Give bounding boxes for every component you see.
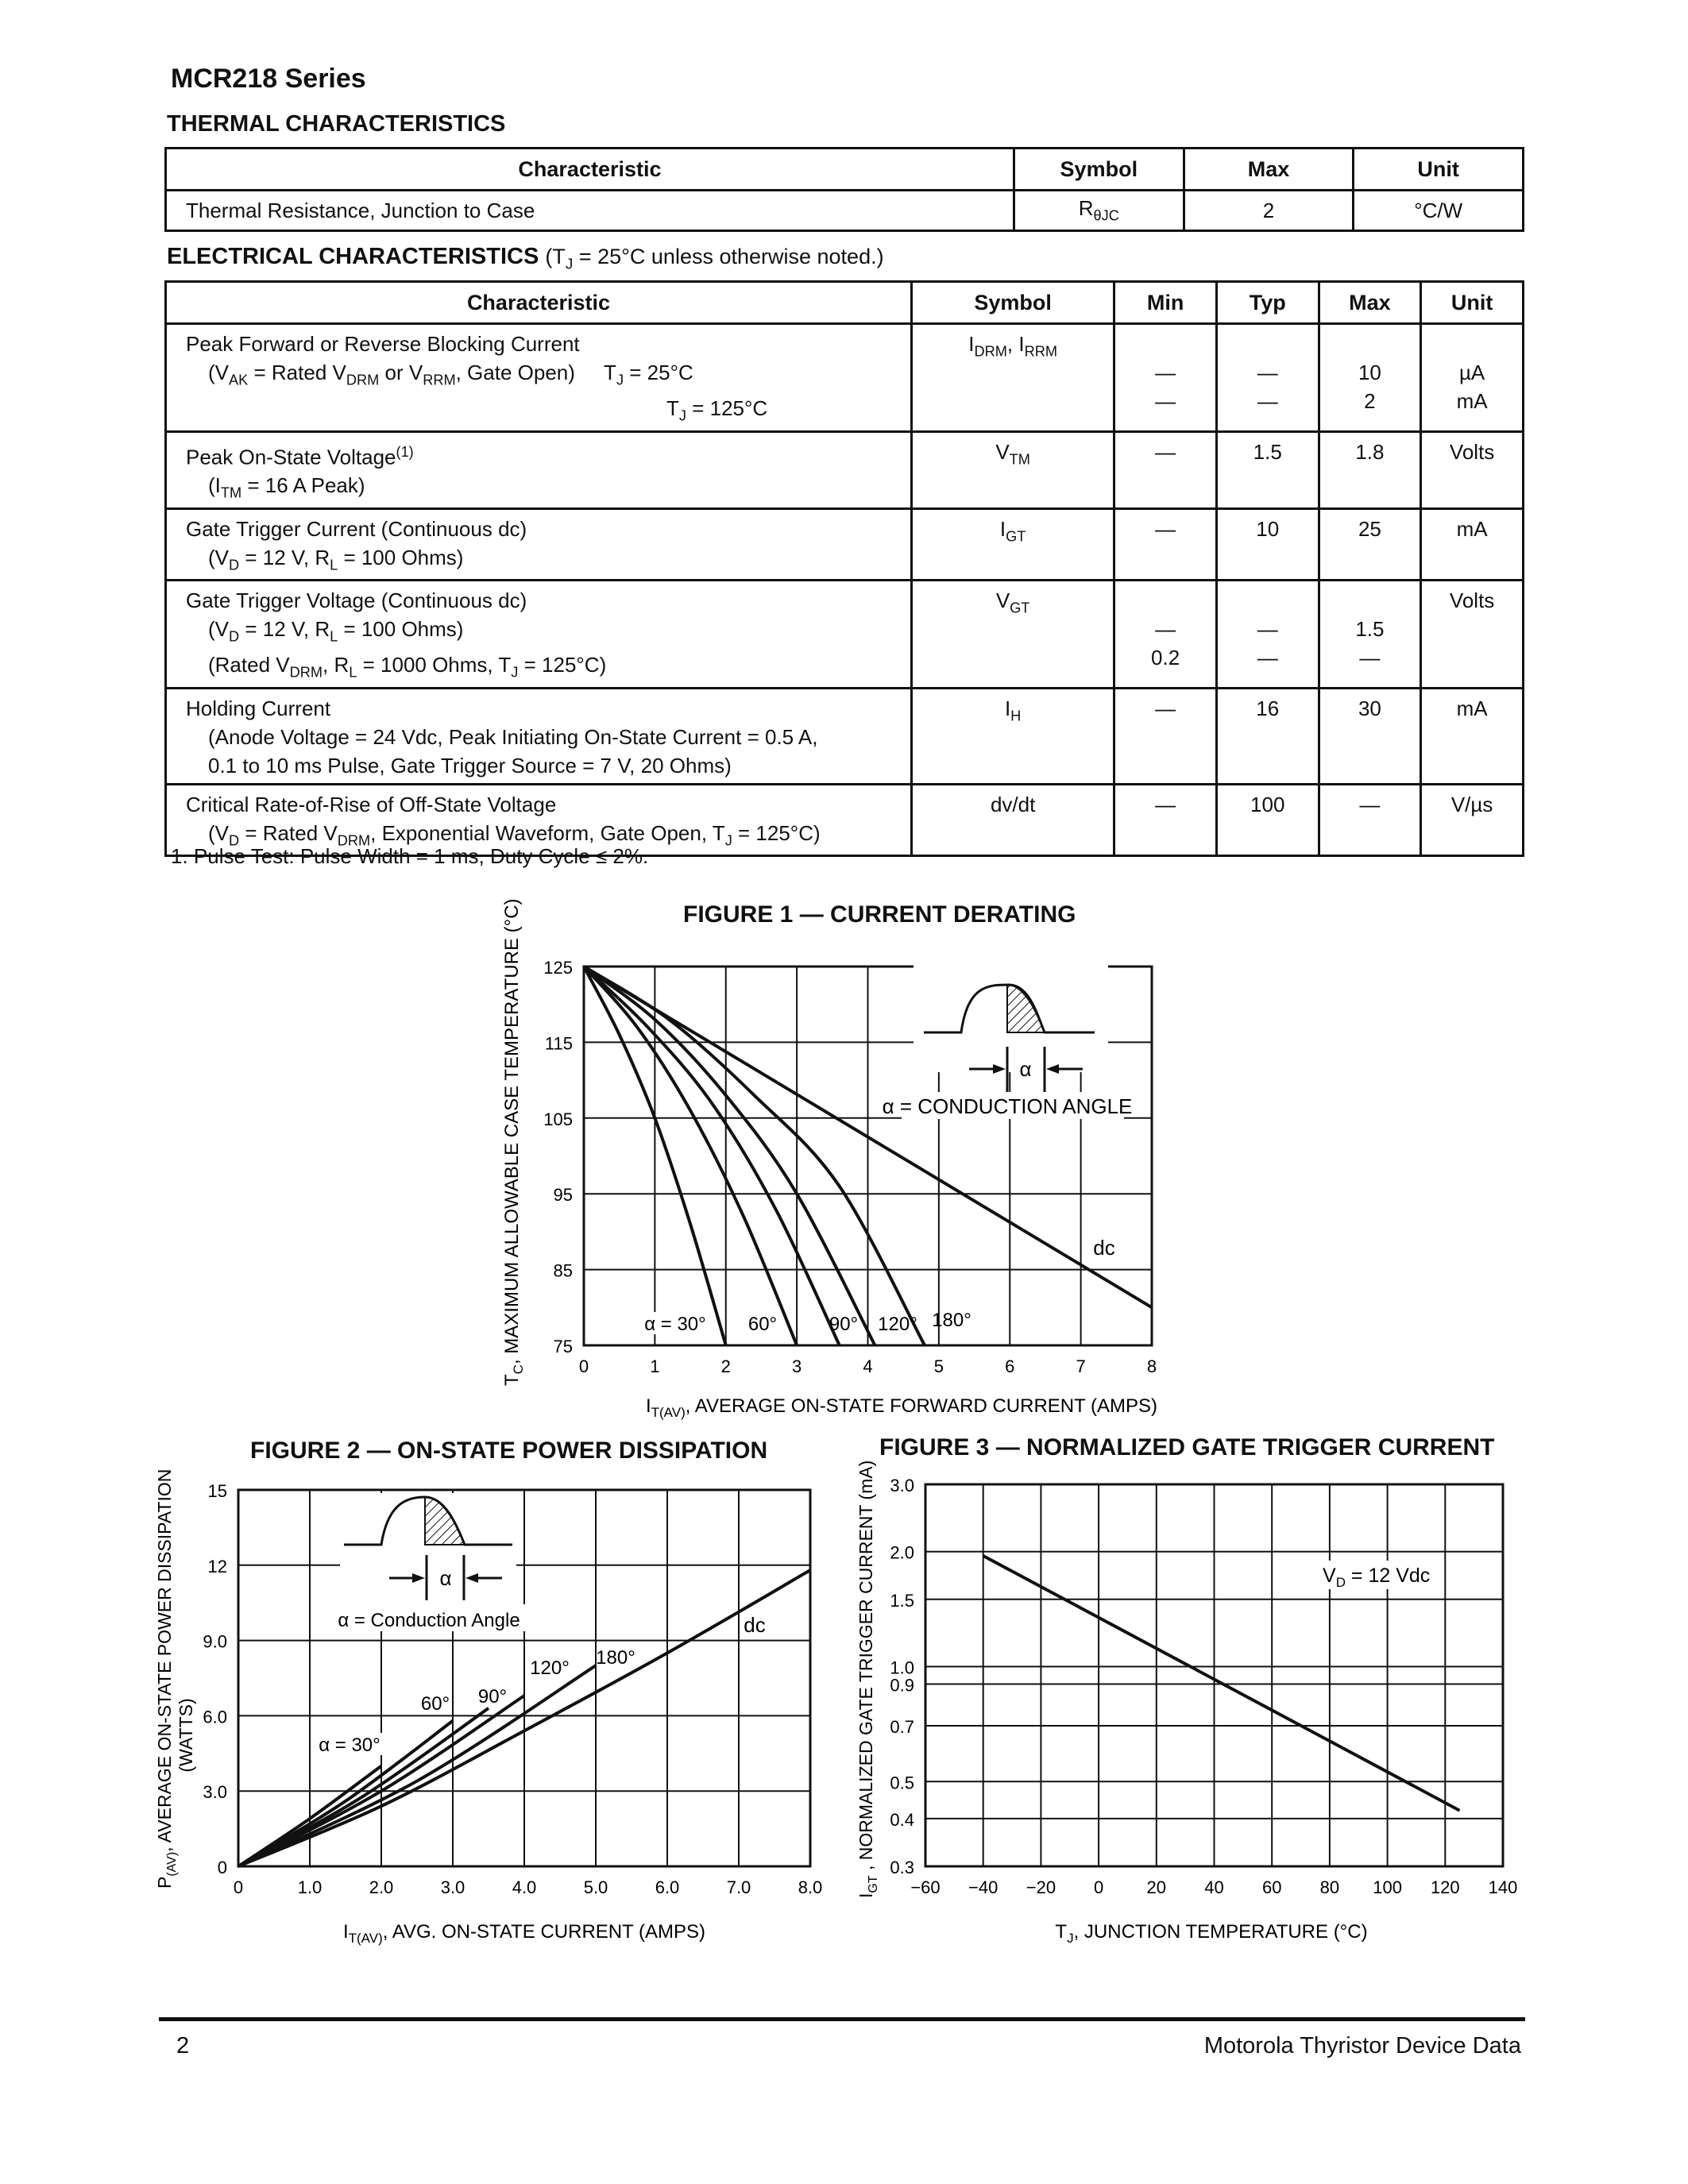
fig1-chart	[501, 898, 1157, 1420]
series-title: MCR218 Series	[171, 64, 366, 94]
vtm-characteristic: Peak On-State Voltage$^{(1)}$ ($I_{TM} = 16$ A Peak)	[166, 431, 912, 508]
fig1-label-dc: dc	[1093, 1236, 1115, 1260]
thermal-section-title: THERMAL CHARACTERISTICS	[167, 111, 506, 137]
fig1-ytick: 125	[543, 958, 573, 978]
fig3-ytick: 3.0	[890, 1476, 914, 1495]
fig2-xtick: 1.0	[297, 1877, 323, 1897]
fig1-ytick: 105	[543, 1109, 573, 1129]
fig1-xtick: 5	[933, 1356, 944, 1376]
fig2-inset-label: α = Conduction Angle	[338, 1610, 520, 1631]
fig3-ytick: 0.5	[890, 1773, 914, 1793]
fig1-ytick: 95	[553, 1185, 573, 1206]
fig3-ytick: 0.9	[890, 1675, 914, 1696]
footer-rule	[159, 2017, 1525, 2021]
electrical-section-title: ELECTRICAL CHARACTERISTICS ($T_J = 25^\circ C$ unless otherwise noted.)	[167, 244, 884, 273]
dvdt-max: —	[1319, 784, 1421, 855]
thermal-symbol: $R_{\theta JC}$	[1014, 191, 1184, 231]
fig1-ytick: 75	[553, 1337, 573, 1356]
fig3-chart	[856, 1461, 1517, 1946]
dvdt-min: —	[1114, 784, 1217, 855]
ih-unit: mA	[1421, 688, 1524, 784]
fig2-label-dc: dc	[744, 1613, 766, 1637]
vgt-characteristic: Gate Trigger Voltage (Continuous dc) ($V_D = 12$ V, $R_L = 100$ Ohms) (Rated $V_{DRM}$, $R_L = 1000$ Ohms, $T_J = 125^\circ C$)	[166, 581, 912, 689]
fig3-xtick: 40	[1204, 1877, 1224, 1897]
fig2-xtick: 0	[233, 1877, 244, 1897]
footer-title: Motorola Thyristor Device Data	[1203, 2033, 1521, 2059]
fig2-xtick: 8.0	[798, 1877, 823, 1897]
fig3-xtick: 20	[1146, 1877, 1167, 1897]
igt-symbol: $I_{GT}$	[911, 508, 1114, 580]
dvdt-characteristic: Critical Rate-of-Rise of Off-State Voltage ($V_D$ = Rated $V_{DRM}$, Exponential Waveform, Gate Open, $T_J = 125^\circ C$)	[166, 784, 912, 855]
fig2-ytick: 3.0	[203, 1782, 227, 1803]
fig3-xtick: −20	[1026, 1877, 1056, 1897]
fig2-ytick: 9.0	[203, 1631, 227, 1652]
elec-header-min: Min	[1114, 282, 1217, 324]
fig1-xtick: 1	[650, 1356, 660, 1376]
vtm-min: —	[1114, 431, 1217, 508]
fig2-ytick: 6.0	[203, 1707, 227, 1727]
fig1-ytick: 85	[553, 1260, 573, 1281]
fig3-xtick: 0	[1093, 1877, 1104, 1897]
fig1-title: FIGURE 1 — CURRENT DERATING	[683, 901, 1076, 928]
dvdt-unit: V/µs	[1421, 784, 1524, 855]
fig2-label-90: 90°	[477, 1686, 508, 1707]
fig1-series-1	[584, 967, 797, 1345]
fig2-xtick: 2.0	[369, 1877, 394, 1897]
fig2-ylabel: $P_{(AV)}$, AVERAGE ON-STATE POWER DISSIPATION	[154, 1468, 179, 1889]
igt-min: —	[1114, 508, 1217, 580]
fig3-xtick: 140	[1488, 1877, 1518, 1897]
blocking-max: 10 2	[1319, 324, 1421, 432]
fig1-xtick: 7	[1076, 1356, 1086, 1376]
fig2-label-180: 180°	[596, 1647, 635, 1669]
thermal-header-max: Max	[1184, 149, 1354, 191]
ih-characteristic: Holding Current (Anode Voltage = 24 Vdc, Peak Initiating On-State Current = 0.5 A, 0.1 to 10 ms Pulse, Gate Trigger Source = 7 V, 20 Ohms)	[166, 688, 912, 784]
fig1-xtick: 6	[1005, 1356, 1015, 1376]
vgt-min: — 0.2	[1114, 581, 1217, 689]
igt-unit: mA	[1421, 508, 1524, 580]
fig2-inset	[337, 1493, 527, 1631]
blocking-min: — —	[1114, 324, 1217, 432]
fig3-xtick: −40	[968, 1877, 999, 1897]
elec-header-characteristic: Characteristic	[166, 282, 912, 324]
fig2-ylabel-units: (WATTS)	[176, 1698, 196, 1773]
fig3-ytick: 1.5	[890, 1590, 914, 1611]
dvdt-typ: 100	[1216, 784, 1319, 855]
thermal-header-unit: Unit	[1354, 149, 1524, 191]
igt-typ: 10	[1216, 508, 1319, 580]
vgt-max: 1.5 —	[1319, 581, 1421, 689]
fig3-title: FIGURE 3 — NORMALIZED GATE TRIGGER CURRENT	[879, 1434, 1495, 1461]
fig1-label-180: 180°	[932, 1310, 971, 1331]
dvdt-symbol: dv/dt	[911, 784, 1114, 855]
blocking-characteristic: Peak Forward or Reverse Blocking Current ($V_{AK}$ = Rated $V_{DRM}$ or $V_{RRM}$, Gate Open) $T_J = 25^\circ C$ $T_J = 125^\circ C$	[166, 324, 912, 432]
fig1-inset	[883, 953, 1133, 1119]
fig2-xtick: 6.0	[655, 1877, 680, 1897]
ih-symbol: $I_H$	[911, 688, 1114, 784]
fig1-ytick: 115	[544, 1033, 573, 1054]
fig1-xlabel: $I_{T(AV)}$, AVERAGE ON-STATE FORWARD CURRENT (AMPS)	[645, 1395, 1158, 1420]
vgt-symbol: $V_{GT}$	[911, 581, 1114, 689]
fig1-label-120: 120°	[878, 1314, 917, 1335]
fig3-xtick: −60	[910, 1877, 941, 1897]
fig3-ytick: 0.7	[890, 1717, 914, 1738]
fig3-xtick: 120	[1430, 1877, 1460, 1897]
thermal-header-symbol: Symbol	[1014, 149, 1184, 191]
fig2-label-60: 60°	[420, 1693, 450, 1715]
fig2-ytick: 12	[207, 1556, 227, 1576]
fig3-xtick: 100	[1373, 1877, 1402, 1897]
blocking-symbol: $I_{DRM}$, $I_{RRM}$	[911, 324, 1114, 432]
blocking-typ: — —	[1216, 324, 1319, 432]
fig3-ytick: 1.0	[890, 1657, 914, 1678]
fig1-xtick: 8	[1146, 1356, 1157, 1376]
ih-typ: 16	[1216, 688, 1319, 784]
fig1-series-2	[584, 967, 840, 1345]
vtm-typ: 1.5	[1216, 431, 1319, 508]
fig1-series-3	[584, 967, 875, 1345]
fig2-chart	[154, 1469, 822, 1946]
vtm-symbol: $V_{TM}$	[911, 431, 1114, 508]
fig2-xtick: 4.0	[512, 1877, 537, 1897]
fig3-ylabel: $I_{GT}$ , NORMALIZED GATE TRIGGER CURRENT (mA)	[856, 1460, 880, 1898]
vgt-typ: — —	[1216, 581, 1319, 689]
elec-header-typ: Typ	[1216, 282, 1319, 324]
fig2-inset-alpha: α	[439, 1566, 452, 1590]
fig1-xtick: 0	[578, 1356, 589, 1376]
elec-header-unit: Unit	[1421, 282, 1524, 324]
page-number: 2	[176, 2033, 190, 2059]
fig1-inset-alpha: α	[1019, 1057, 1032, 1081]
fig2-xtick: 5.0	[583, 1877, 608, 1897]
fig2-xtick: 3.0	[440, 1877, 465, 1897]
fig1-xtick: 4	[863, 1356, 873, 1376]
fig3-xlabel: $T_J$, JUNCTION TEMPERATURE (°C)	[1055, 1921, 1368, 1946]
fig2-title: FIGURE 2 — ON-STATE POWER DISSIPATION	[250, 1437, 768, 1464]
fig1-label-60: 60°	[747, 1314, 778, 1335]
fig1-label-90: 90°	[829, 1314, 859, 1335]
fig1-label-30: α = 30°	[644, 1314, 706, 1335]
elec-header-max: Max	[1319, 282, 1421, 324]
fig2-label-120: 120°	[530, 1657, 570, 1679]
thermal-header-characteristic: Characteristic	[166, 149, 1014, 191]
fig3-ytick: 2.0	[890, 1542, 914, 1563]
igt-characteristic: Gate Trigger Current (Continuous dc) ($V_D = 12$ V, $R_L = 100$ Ohms)	[166, 508, 912, 580]
thermal-unit: °C/W	[1354, 191, 1524, 231]
fig2-ytick: 15	[207, 1481, 227, 1501]
fig3-ytick: 0.4	[890, 1809, 914, 1830]
fig1-xtick: 2	[720, 1356, 731, 1376]
fig2-label-30: α = 30°	[319, 1734, 380, 1756]
elec-header-symbol: Symbol	[911, 282, 1114, 324]
fig1-xtick: 3	[792, 1356, 802, 1376]
fig1-inset-label: α = CONDUCTION ANGLE	[882, 1094, 1133, 1118]
blocking-unit: µA mA	[1421, 324, 1524, 432]
fig3-ytick: 0.3	[890, 1858, 914, 1877]
fig2-xtick: 7.0	[726, 1877, 751, 1897]
fig2-xlabel: $I_{T(AV)}$, AVG. ON-STATE CURRENT (AMPS)	[342, 1921, 706, 1946]
fig2-ytick: 0	[217, 1858, 227, 1877]
vtm-unit: Volts	[1421, 431, 1524, 508]
thermal-characteristic: Thermal Resistance, Junction to Case	[166, 191, 1014, 231]
ih-min: —	[1114, 688, 1217, 784]
igt-max: 25	[1319, 508, 1421, 580]
footnote: 1. Pulse Test: Pulse Width = 1 ms, Duty Cycle ≤ 2%.	[171, 844, 649, 868]
ih-max: 30	[1319, 688, 1421, 784]
fig3-xtick: 60	[1261, 1877, 1282, 1897]
fig3-xtick: 80	[1319, 1877, 1340, 1897]
thermal-max: 2	[1184, 191, 1354, 231]
vtm-max: 1.8	[1319, 431, 1421, 508]
fig1-ylabel: $T_C$, MAXIMUM ALLOWABLE CASE TEMPERATURE (°C)	[501, 898, 526, 1386]
vgt-unit: Volts	[1421, 581, 1524, 689]
fig3-curve-label: $V_D = 12$ Vdc	[1323, 1565, 1431, 1590]
